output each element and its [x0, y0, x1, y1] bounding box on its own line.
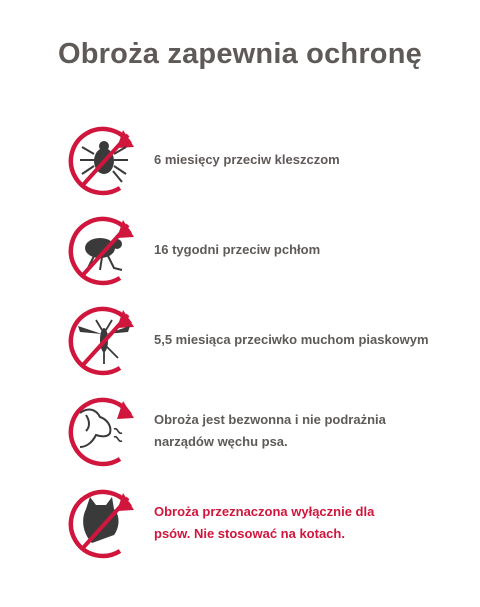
no-sandfly-icon	[66, 302, 142, 378]
benefit-text: 5,5 miesiąca przeciwko muchom piaskowym	[154, 332, 429, 347]
odorless-dog-icon	[66, 393, 142, 469]
benefit-text: 6 miesięcy przeciw kleszczom	[154, 152, 340, 167]
no-cat-icon	[66, 485, 142, 561]
benefit-item-fleas	[66, 212, 456, 292]
benefit-item-ticks	[66, 122, 456, 202]
warning-text: Obroża przeznaczona wyłącznie dla psów. Nie stosować na kotach.	[154, 504, 375, 541]
benefit-text: 16 tygodni przeciw pchłom	[154, 242, 321, 257]
no-flea-icon	[66, 212, 142, 288]
page-title: Obroża zapewnia ochronę	[58, 38, 422, 70]
benefit-text: Obroża jest bezwonna i nie podrażnia narządów węchu psa.	[154, 412, 386, 449]
benefit-item-not-for-cats	[66, 485, 456, 565]
no-tick-icon	[66, 122, 142, 198]
benefit-item-odorless	[66, 393, 456, 473]
benefit-item-sandflies	[66, 302, 456, 382]
